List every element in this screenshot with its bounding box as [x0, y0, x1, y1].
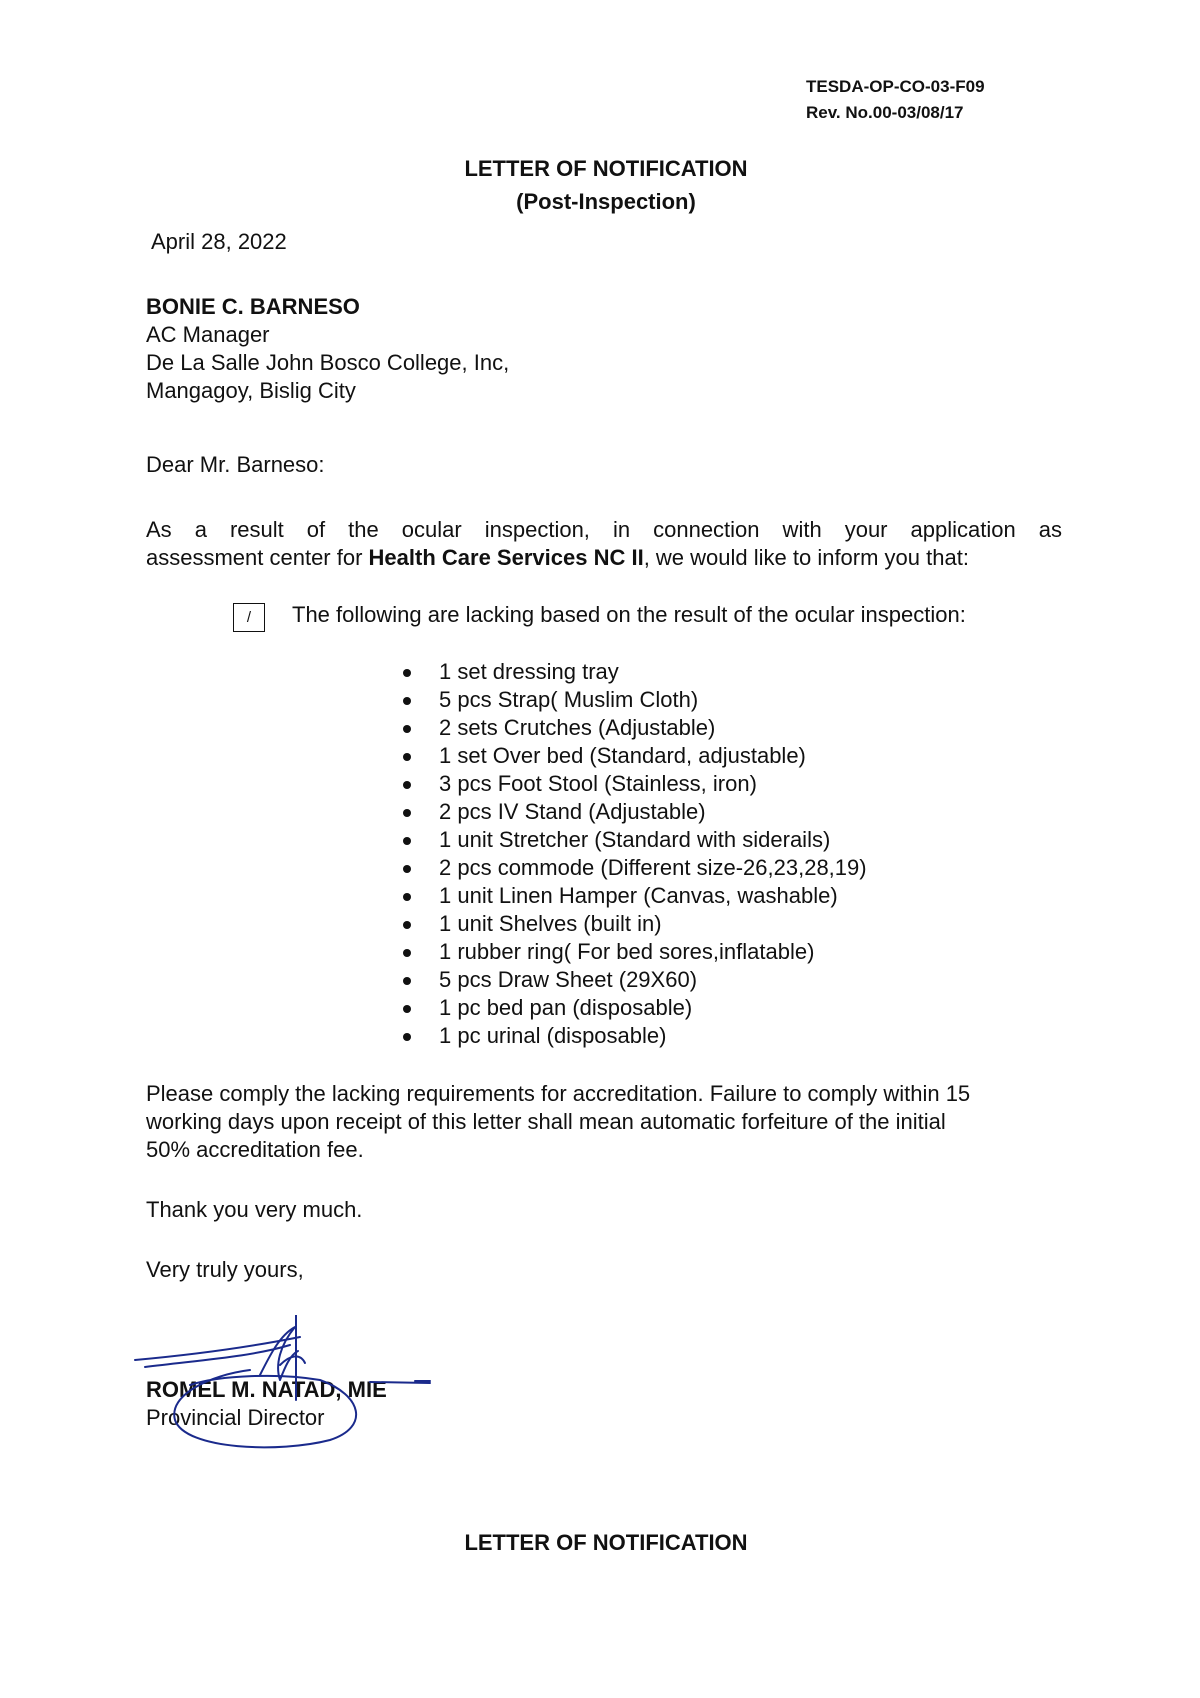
- lacking-item-text: 2 pcs commode (Different size-26,23,28,19): [439, 855, 867, 880]
- lacking-item: [439, 770, 867, 798]
- lacking-item-text: 1 pc urinal (disposable): [439, 1023, 667, 1048]
- recipient-organization: De La Salle John Bosco College, Inc,: [146, 350, 510, 375]
- lacking-item-text: 1 unit Shelves (built in): [439, 911, 662, 936]
- lacking-item-text: 1 unit Linen Hamper (Canvas, washable): [439, 883, 838, 908]
- bullet-icon: [403, 669, 411, 677]
- lacking-item: [439, 714, 867, 742]
- lacking-item: [439, 910, 867, 938]
- lacking-item-text: 1 unit Stretcher (Standard with siderails): [439, 827, 831, 852]
- form-code: TESDA-OP-CO-03-F09: [806, 77, 985, 96]
- intro-line-2-suffix: , we would like to inform you that:: [643, 545, 969, 570]
- lacking-item: [439, 1022, 867, 1050]
- bullet-icon: [403, 809, 411, 817]
- letter-subtitle: (Post-Inspection): [516, 189, 696, 214]
- bullet-icon: [403, 837, 411, 845]
- qualification-name: Health Care Services NC II: [368, 545, 644, 570]
- form-code-block: [806, 74, 985, 126]
- recipient-name: BONIE C. BARNESO: [146, 294, 360, 319]
- lacking-item-text: 2 pcs IV Stand (Adjustable): [439, 799, 706, 824]
- bullet-icon: [403, 865, 411, 873]
- bullet-icon: [403, 753, 411, 761]
- footer-title: LETTER OF NOTIFICATION: [464, 1530, 748, 1555]
- signatory-name: ROMEL M. NATAD, MIE: [146, 1377, 387, 1402]
- handwritten-signature: [130, 1315, 475, 1465]
- lacking-item-text: 1 pc bed pan (disposable): [439, 995, 693, 1020]
- bullet-icon: [403, 893, 411, 901]
- thank-you-line: Thank you very much.: [146, 1197, 363, 1222]
- intro-paragraph: [146, 516, 1062, 572]
- lacking-item: [439, 826, 867, 854]
- comply-line-1: Please comply the lacking requirements for accreditation. Failure to comply within 15: [146, 1081, 971, 1106]
- bullet-icon: [403, 1005, 411, 1013]
- bullet-icon: [403, 781, 411, 789]
- signatory-position: Provincial Director: [146, 1405, 325, 1430]
- salutation: Dear Mr. Barneso:: [146, 452, 325, 477]
- revision-number: Rev. No.00-03/08/17: [806, 103, 964, 122]
- intro-line-1: As a result of the ocular inspection, in connection with your application as: [146, 517, 1062, 542]
- intro-line-2: [146, 544, 1062, 572]
- bullet-icon: [403, 1033, 411, 1041]
- bullet-icon: [403, 977, 411, 985]
- lacking-item: [439, 686, 867, 714]
- lacking-item-text: 1 set dressing tray: [439, 659, 619, 684]
- lacking-checkbox: [233, 603, 265, 632]
- recipient-address: Mangagoy, Bislig City: [146, 378, 356, 403]
- lacking-item: [439, 658, 867, 686]
- lacking-item-text: 1 rubber ring( For bed sores,inflatable): [439, 939, 815, 964]
- intro-line-2-prefix: assessment center for: [146, 545, 369, 570]
- lacking-item-text: 3 pcs Foot Stool (Stainless, iron): [439, 771, 757, 796]
- checkbox-mark: /: [246, 609, 252, 626]
- comply-line-3: 50% accreditation fee.: [146, 1137, 364, 1162]
- closing-line: Very truly yours,: [146, 1257, 304, 1282]
- letter-date: April 28, 2022: [151, 229, 287, 254]
- bullet-icon: [403, 949, 411, 957]
- lacking-item: [439, 798, 867, 826]
- lacking-item: [439, 742, 867, 770]
- lacking-item: [439, 994, 867, 1022]
- comply-line-2: working days upon receipt of this letter shall mean automatic forfeiture of the initial: [146, 1109, 946, 1134]
- letter-title: LETTER OF NOTIFICATION: [464, 156, 748, 181]
- recipient-position: AC Manager: [146, 322, 270, 347]
- lacking-item-text: 5 pcs Draw Sheet (29X60): [439, 967, 698, 992]
- comply-paragraph: [146, 1080, 1076, 1164]
- lacking-statement: The following are lacking based on the result of the ocular inspection:: [292, 602, 966, 627]
- bullet-icon: [403, 921, 411, 929]
- bullet-icon: [403, 697, 411, 705]
- lacking-item-text: 1 set Over bed (Standard, adjustable): [439, 743, 806, 768]
- lacking-item-text: 2 sets Crutches (Adjustable): [439, 715, 716, 740]
- bullet-icon: [403, 725, 411, 733]
- lacking-items-list: [439, 658, 867, 1050]
- lacking-item: [439, 854, 867, 882]
- lacking-item: [439, 966, 867, 994]
- lacking-item-text: 5 pcs Strap( Muslim Cloth): [439, 687, 699, 712]
- recipient-block: [146, 293, 509, 405]
- lacking-item: [439, 938, 867, 966]
- lacking-item: [439, 882, 867, 910]
